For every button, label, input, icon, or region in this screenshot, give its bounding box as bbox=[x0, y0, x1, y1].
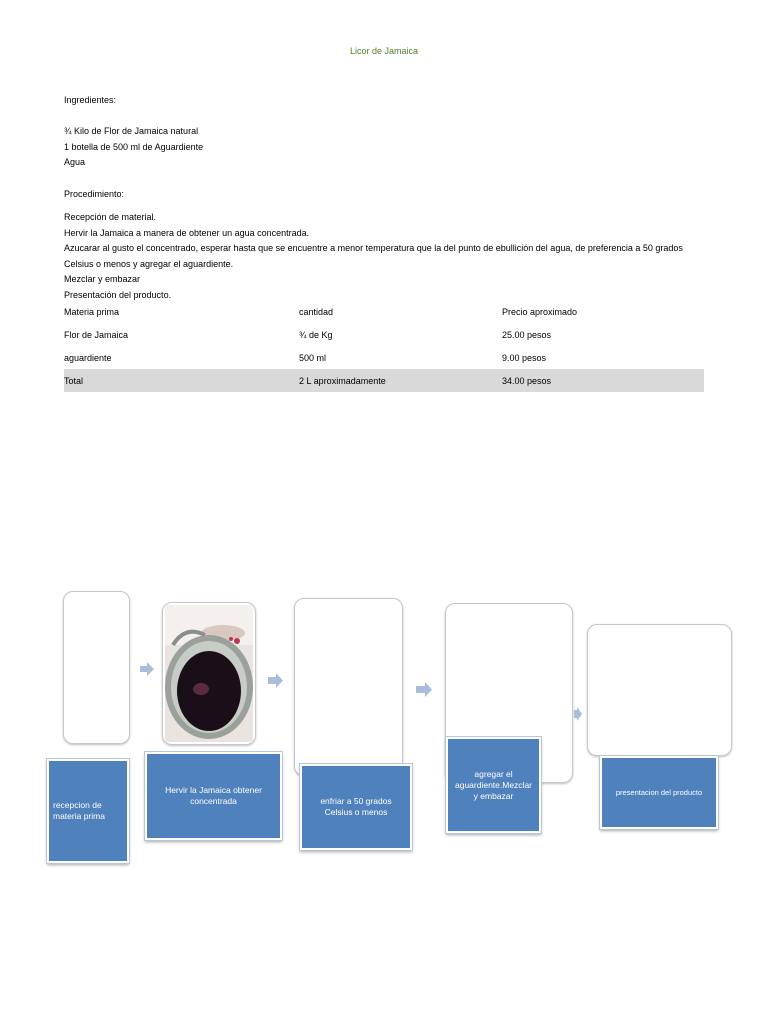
table-cell: 2 L aproximadamente bbox=[299, 375, 386, 386]
ingredient-item: 1 botella de 500 ml de Aguardiente bbox=[64, 141, 204, 152]
table-cell: Total bbox=[64, 375, 84, 386]
procedure-step: Hervir la Jamaica a manera de obtener un agua concentrada. bbox=[64, 227, 310, 238]
table-cell: 9.00 pesos bbox=[502, 352, 547, 363]
table-header-row bbox=[64, 300, 704, 323]
flow-step-4: agregar el aguardiente.Mezclar y embazar bbox=[446, 737, 541, 833]
table-total-row bbox=[64, 369, 704, 392]
table-cell: 25.00 pesos bbox=[502, 329, 552, 340]
flow-step-3: enfriar a 50 grados Celsius o menos bbox=[300, 764, 412, 850]
procedure-step: Presentación del producto. bbox=[64, 289, 172, 300]
procedure-step: Azucarar al gusto el concentrado, esperar hasta que se encuentre a menor temperatura que la del punto de ebullición del agua, de preferencia a 50 grados Celsius o menos y agregar el aguardiente. bbox=[64, 243, 683, 269]
image-frame bbox=[294, 598, 403, 776]
arrow-right-icon bbox=[416, 682, 432, 697]
table-cell: Flor de Jamaica bbox=[64, 329, 129, 340]
table-cell: aguardiente bbox=[64, 352, 112, 363]
ingredient-item: Agua bbox=[64, 157, 86, 168]
flow-step-2: Hervir la Jamaica obtener concentrada bbox=[145, 752, 282, 840]
ingredients-heading: Ingredientes: bbox=[64, 95, 117, 105]
ingredients-section bbox=[64, 93, 203, 202]
table-header: Precio aproximado bbox=[502, 306, 578, 317]
table-row bbox=[64, 346, 704, 369]
table-header: Materia prima bbox=[64, 306, 120, 317]
table-header: cantidad bbox=[299, 306, 334, 317]
arrow-right-icon bbox=[140, 662, 154, 676]
boiling-pot-image bbox=[165, 605, 253, 742]
table-row bbox=[64, 323, 704, 346]
arrow-right-icon bbox=[574, 707, 582, 721]
procedure-step: Recepción de material. bbox=[64, 212, 157, 222]
cost-table bbox=[64, 300, 704, 392]
flow-step-5: presentacion del producto bbox=[600, 756, 718, 829]
procedure-heading: Procedimiento: bbox=[64, 188, 125, 199]
arrow-right-icon bbox=[268, 673, 283, 688]
boiling-jamaica-photo bbox=[165, 605, 253, 742]
procedure-section bbox=[64, 210, 709, 304]
procedure-step: Mezclar y embazar bbox=[64, 274, 141, 285]
flow-step-1: recepcion de materia prima bbox=[47, 759, 129, 863]
document-title: Licor de Jamaica bbox=[349, 46, 419, 56]
image-frame bbox=[63, 591, 130, 744]
image-frame bbox=[587, 624, 732, 756]
table-cell: 34.00 pesos bbox=[502, 375, 552, 386]
table-cell: 500 ml bbox=[299, 352, 327, 363]
ingredient-item: ¾ Kilo de Flor de Jamaica natural bbox=[64, 126, 199, 137]
table-cell: ¾ de Kg bbox=[299, 329, 333, 340]
